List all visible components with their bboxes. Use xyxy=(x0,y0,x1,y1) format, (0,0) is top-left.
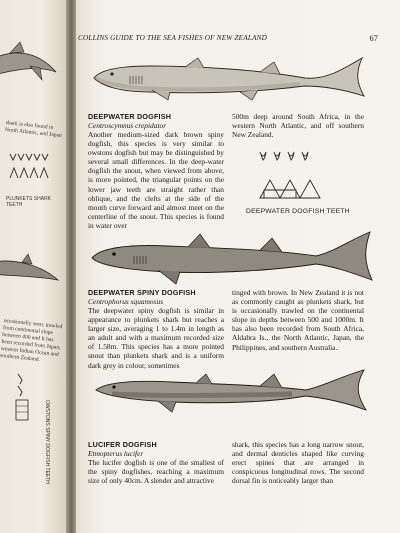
running-header xyxy=(78,34,378,43)
left-facing-page xyxy=(0,0,68,533)
page-number: 67 xyxy=(369,34,378,43)
entry-deepwater-dogfish-col2: 500m deep around South Africa, in the western North Atlantic, and off southern New Zealand. xyxy=(232,112,364,140)
entry-deepwater-spiny-dogfish-col1: The deepwater spiny dogfish is similar in appearance to plunkets shark but reaches a larger size, averaging 1 to 1.4m in length as an adult and with a maximum recorded size of 1.58m. This species has a more pointed snout than plunkets shark and is a uniform dark grey in colour, sometimes xyxy=(88,306,224,370)
entry-scientific-name: Centroscymnus crepidator xyxy=(88,121,167,131)
entry-title: DEEPWATER DOGFISH xyxy=(88,112,172,121)
left-page-caption-top: PLUNKETS SHARK TEETH xyxy=(6,196,52,208)
entry-lucifer-dogfish-col1: The lucifer dogfish is one of the smallest of the spiny dogfishes, reaching a maximum size of only 40cm. A slender and attractive xyxy=(88,458,224,486)
left-page-text-top: shark is also found in North Atlantic, and Japan xyxy=(4,120,63,139)
entry-title: LUCIFER DOGFISH xyxy=(88,440,157,449)
deepwater-spiny-dogfish-illustration xyxy=(88,228,374,288)
entry-lucifer-dogfish-heading xyxy=(88,440,228,458)
left-page-teeth-illustration xyxy=(8,150,58,195)
deepwater-dogfish-illustration xyxy=(90,52,370,104)
left-page-text-bottom: occasionally seen, trawled from continental slope between 400 and It has been recorded from Japan, western Indian Ocean and southern Zealand. xyxy=(0,318,63,363)
left-page-shark-illustration-2 xyxy=(0,250,62,290)
lucifer-dogfish-illustration xyxy=(92,366,368,416)
entry-title: DEEPWATER SPINY DOGFISH xyxy=(88,288,196,297)
left-page-shark-illustration xyxy=(0,20,60,90)
entry-scientific-name: Etmopterus lucifer xyxy=(88,449,144,459)
left-page-caption-bottom: OWSTONS SPINY DOGFISH TEETH xyxy=(44,400,50,484)
entry-deepwater-spiny-dogfish-col2: tinged with brown. In New Zealand it is not as commonly caught as plunkets shark, but is occasionally trawled on the continental slope in depths between 500 and 1000m. It has also been recorded from South Africa, Aldabra Is., the North Atlantic, Japan, the Philippines, and southern Australia. xyxy=(232,288,364,352)
running-head-title: COLLINS GUIDE TO THE SEA FISHES OF NEW ZEALAND xyxy=(78,34,268,42)
deepwater-dogfish-teeth-caption: DEEPWATER DOGFISH TEETH xyxy=(246,208,350,215)
left-page-teeth-illustration-2 xyxy=(14,370,44,435)
entry-scientific-name: Centrophorus squamosus xyxy=(88,297,164,307)
entry-deepwater-dogfish-col1: Another medium-sized dark brown spiny dogfish, this species is very similar to owstons dogfish but may be distinguished by several small differences. In the deep-water dogfish the snout, when viewed from above, is more pointed, the triangular points on the lower jaw teeth are straight rather than oblique, and the clefts at the side of the mouth curve forward and almost meet on the centerline of the snout. This species is found in water over xyxy=(88,130,224,230)
entry-deepwater-spiny-dogfish-heading xyxy=(88,288,228,306)
entry-deepwater-dogfish-heading xyxy=(88,112,228,130)
deepwater-dogfish-teeth-illustration xyxy=(256,150,346,209)
entry-lucifer-dogfish-col2: shark, this species has a long narrow snout, and dermal denticles shaped like curving erect spines that are arranged in conspicuous longitudinal rows. The second dorsal fin is noticeably larger than xyxy=(232,440,364,486)
